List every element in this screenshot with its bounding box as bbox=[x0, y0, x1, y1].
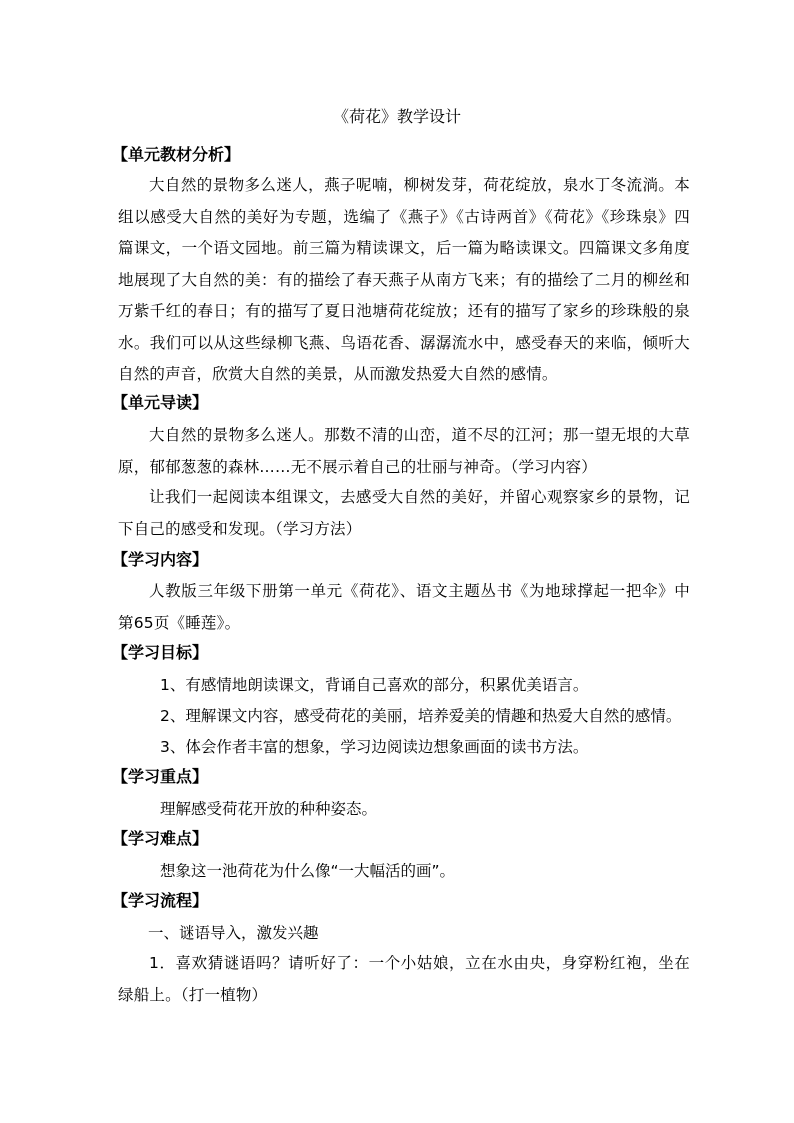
document-title: 《荷花》教学设计 bbox=[332, 107, 461, 126]
heading-key-points: 【学习重点】 bbox=[112, 767, 209, 786]
process-step-1: 一、谜语导入，激发兴趣 bbox=[148, 924, 319, 942]
key-points-text: 理解感受荷花开放的种种姿态。 bbox=[160, 800, 378, 818]
heading-process: 【学习流程】 bbox=[112, 891, 209, 910]
heading-unit-analysis: 【单元教材分析】 bbox=[112, 145, 241, 164]
heading-unit-guide: 【单元导读】 bbox=[112, 393, 209, 412]
difficulties-text: 想象这一池荷花为什么像“一大幅活的画”。 bbox=[160, 862, 456, 880]
paragraph-unit-guide-2: 让我们一起阅读本组课文，去感受大自然的美好，并留心观察家乡的景物，记下自己的感受和发现。（学习方法） bbox=[118, 488, 690, 538]
goal-item-2: 2、理解课文内容，感受荷花的美丽，培养爱美的情趣和热爱大自然的感情。 bbox=[160, 707, 682, 725]
goal-item-1: 1、有感情地朗读课文，背诵自己喜欢的部分，积累优美语言。 bbox=[160, 676, 589, 694]
paragraph-unit-guide-1: 大自然的景物多么迷人。那数不清的山峦，道不尽的江河；那一望无垠的大草原，郁郁葱葱的森林……无不展示着自己的壮丽与神奇。（学习内容） bbox=[118, 426, 690, 476]
heading-learning-goals: 【学习目标】 bbox=[112, 643, 209, 662]
heading-difficulties: 【学习难点】 bbox=[112, 829, 209, 848]
goal-item-3: 3、体会作者丰富的想象，学习边阅读边想象画面的读书方法。 bbox=[160, 738, 589, 756]
paragraph-learning-content: 人教版三年级下册第一单元《荷花》、语文主题丛书《为地球撑起一把伞》中第65页《睡莲》。 bbox=[118, 582, 690, 632]
heading-learning-content: 【学习内容】 bbox=[112, 550, 209, 569]
process-item-1: 1．喜欢猜谜语吗？请听好了：一个小姑娘，立在水由央，身穿粉红袍，坐在绿船上。（打一植物） bbox=[118, 954, 690, 1004]
paragraph-unit-analysis: 大自然的景物多么迷人，燕子呢喃，柳树发芽，荷花绽放，泉水丁冬流淌。本组以感受大自然的美好为专题，选编了《燕子》《古诗两首》《荷花》《珍珠泉》四篇课文，一个语文园地。前三篇为精读课文，后一篇为略读课文。四篇课文多角度地展现了大自然的美：有的描绘了春天燕子从南方飞来；有的描绘了二月的柳丝和万紫千红的春日；有的描写了夏日池塘荷花绽放；还有的描写了家乡的珍珠般的泉水。我们可以从这些绿柳飞燕、鸟语花香、潺潺流水中，感受春天的来临，倾听大自然的声音，欣赏大自然的美景，从而激发热爱大自然的感情。 bbox=[118, 176, 690, 383]
